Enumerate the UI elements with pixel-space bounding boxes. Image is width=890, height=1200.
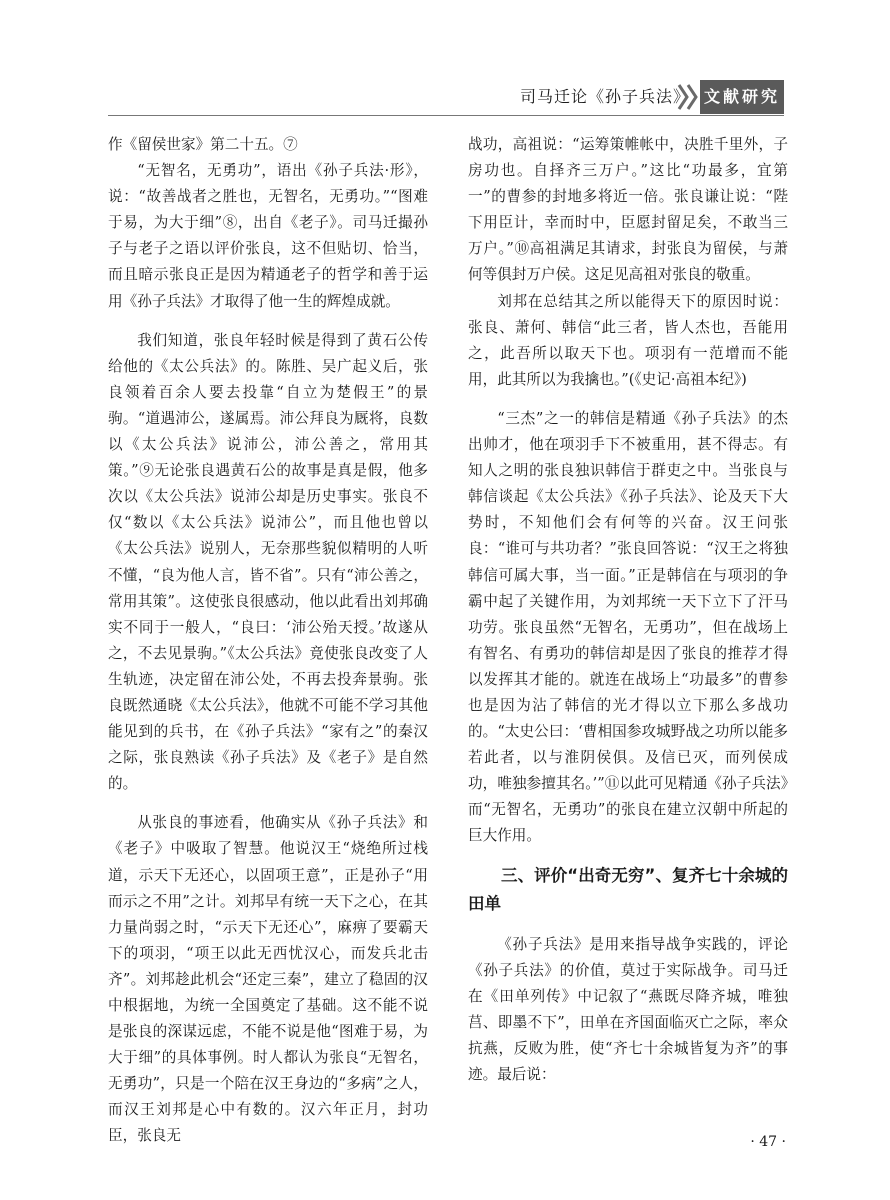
- right-column: [468, 132, 788, 1088]
- paragraph: 作《留侯世家》第二十五。⑦: [108, 136, 298, 153]
- paragraph: 战功，高祖说：“运筹策帷帐中，决胜千里外，子房功也。自择齐三万户。”这比“功最多，宜第一”的曹参的封地多将近一倍。张良谦让说：“陛下用臣计，幸而时中，臣愿封留足矣，不敢当三万户。”⑩高祖满足其请求，封张良为留侯，与萧何等俱封万户侯。这足见高祖对张良的敬重。: [468, 136, 788, 284]
- paragraph: “无智名，无勇功”，语出《孙子兵法·形》，说：“故善战者之胜也，无智名，无勇功。”“图难于易，为大于细”⑧，出自《老子》。司马迁撮孙子与老子之语以评价张良，这不但贴切、恰当，而且暗示张良正是因为精通老子的哲学和善于运用《孙子兵法》才取得了他一生的辉煌成就。: [108, 162, 428, 310]
- double-chevron-icon: [676, 82, 702, 112]
- paragraph: 《孙子兵法》是用来指导战争实践的，评论《孙子兵法》的价值，莫过于实际战争。司马迁在《田单列传》中记叙了“燕既尽降齐城，唯独莒、即墨不下”，田单在齐国面临灭亡之际，率众抗燕，反败为胜，使“齐七十余城皆复为齐”的事迹。最后说：: [468, 935, 788, 1083]
- running-header: [0, 80, 890, 114]
- section-tag: 文献研究: [700, 80, 784, 114]
- section-heading: 三、评价“出奇无穷”、复齐七十余城的田单: [468, 865, 788, 913]
- header-divider: [108, 115, 784, 116]
- paragraph: 从张良的事迹看，他确实从《孙子兵法》和《老子》中吸取了智慧。他说汉王“烧绝所过栈道，示天下无还心，以固项王意”，正是孙子“用而示之不用”之计。刘邦早有统一天下之心，在其力量尚弱之时，“示天下无还心”，麻痹了要霸天下的项羽，“项王以此无西忧汉心，而发兵北击齐”。刘邦趁此机会“还定三秦”，建立了稳固的汉中根据地，为统一全国奠定了基础。这不能不说是张良的深谋远虑，不能不说是他“图难于易，为大于细”的具体事例。时人都认为张良“无智名，无勇功”，只是一个陪在汉王身边的“多病”之人，而汉王刘邦是心中有数的。汉六年正月，封功臣，张良无: [108, 814, 428, 1145]
- paragraph: 刘邦在总结其之所以能得天下的原因时说：张良、萧何、韩信“此三者，皆人杰也，吾能用之，此吾所以取天下也。项羽有一范增而不能用，此其所以为我擒也。”(《史记·高祖本纪》): [468, 292, 788, 388]
- paragraph: “三杰”之一的韩信是精通《孙子兵法》的杰出帅才，他在项羽手下不被重用，甚不得志。有知人之明的张良独识韩信于群吏之中。当张良与韩信谈起《太公兵法》《孙子兵法》、论及天下大势时，不知他们会有何等的兴奋。汉王问张良：“谁可与共功者？”张良回答说：“汉王之将独韩信可属大事，当一面。”正是韩信在与项羽的争霸中起了关键作用，为刘邦统一天下立下了汗马功劳。张良虽然“无智名，无勇功”，但在战场上有智名、有勇功的韩信却是因了张良的推荐才得以发挥其才能的。就连在战场上“功最多”的曹参也是因为沾了韩信的光才得以立下那么多战功的。“太史公曰：‘曹相国参攻城野战之功所以能多若此者，以与淮阴侯俱。及信已灭，而列侯成功，唯独参擅其名。’”⑪以此可见精通《孙子兵法》而“无智名，无勇功”的张良在建立汉朝中所起的巨大作用。: [468, 409, 788, 845]
- page-number: · 47 ·: [750, 1134, 786, 1150]
- running-title: 司马迁论《孙子兵法》: [520, 87, 691, 106]
- paragraph: 我们知道，张良年轻时候是得到了黄石公传给他的《太公兵法》的。陈胜、吴广起义后，张良领着百余人要去投靠“自立为楚假王”的景驹。“道遇沛公，遂属焉。沛公拜良为厩将，良数以《太公兵法》说沛公，沛公善之，常用其策。”⑨无论张良遇黄石公的故事是真是假，他多次以《太公兵法》说沛公却是历史事实。张良不仅“数以《太公兵法》说沛公”，而且他也曾以《太公兵法》说别人，无奈那些貌似精明的人听不懂，“良为他人言，皆不省”。只有“沛公善之，常用其策”。这使张良很感动，他以此看出刘邦确实不同于一般人，“良曰：‘沛公殆天授。’故遂从之，不去见景驹。”《太公兵法》竟使张良改变了人生轨迹，决定留在沛公处，不再去投奔景驹。张良既然通晓《太公兵法》，他就不可能不学习其他能见到的兵书，在《孙子兵法》“家有之”的秦汉之际，张良熟读《孙子兵法》及《老子》是自然的。: [108, 331, 428, 793]
- left-column: [108, 132, 428, 1150]
